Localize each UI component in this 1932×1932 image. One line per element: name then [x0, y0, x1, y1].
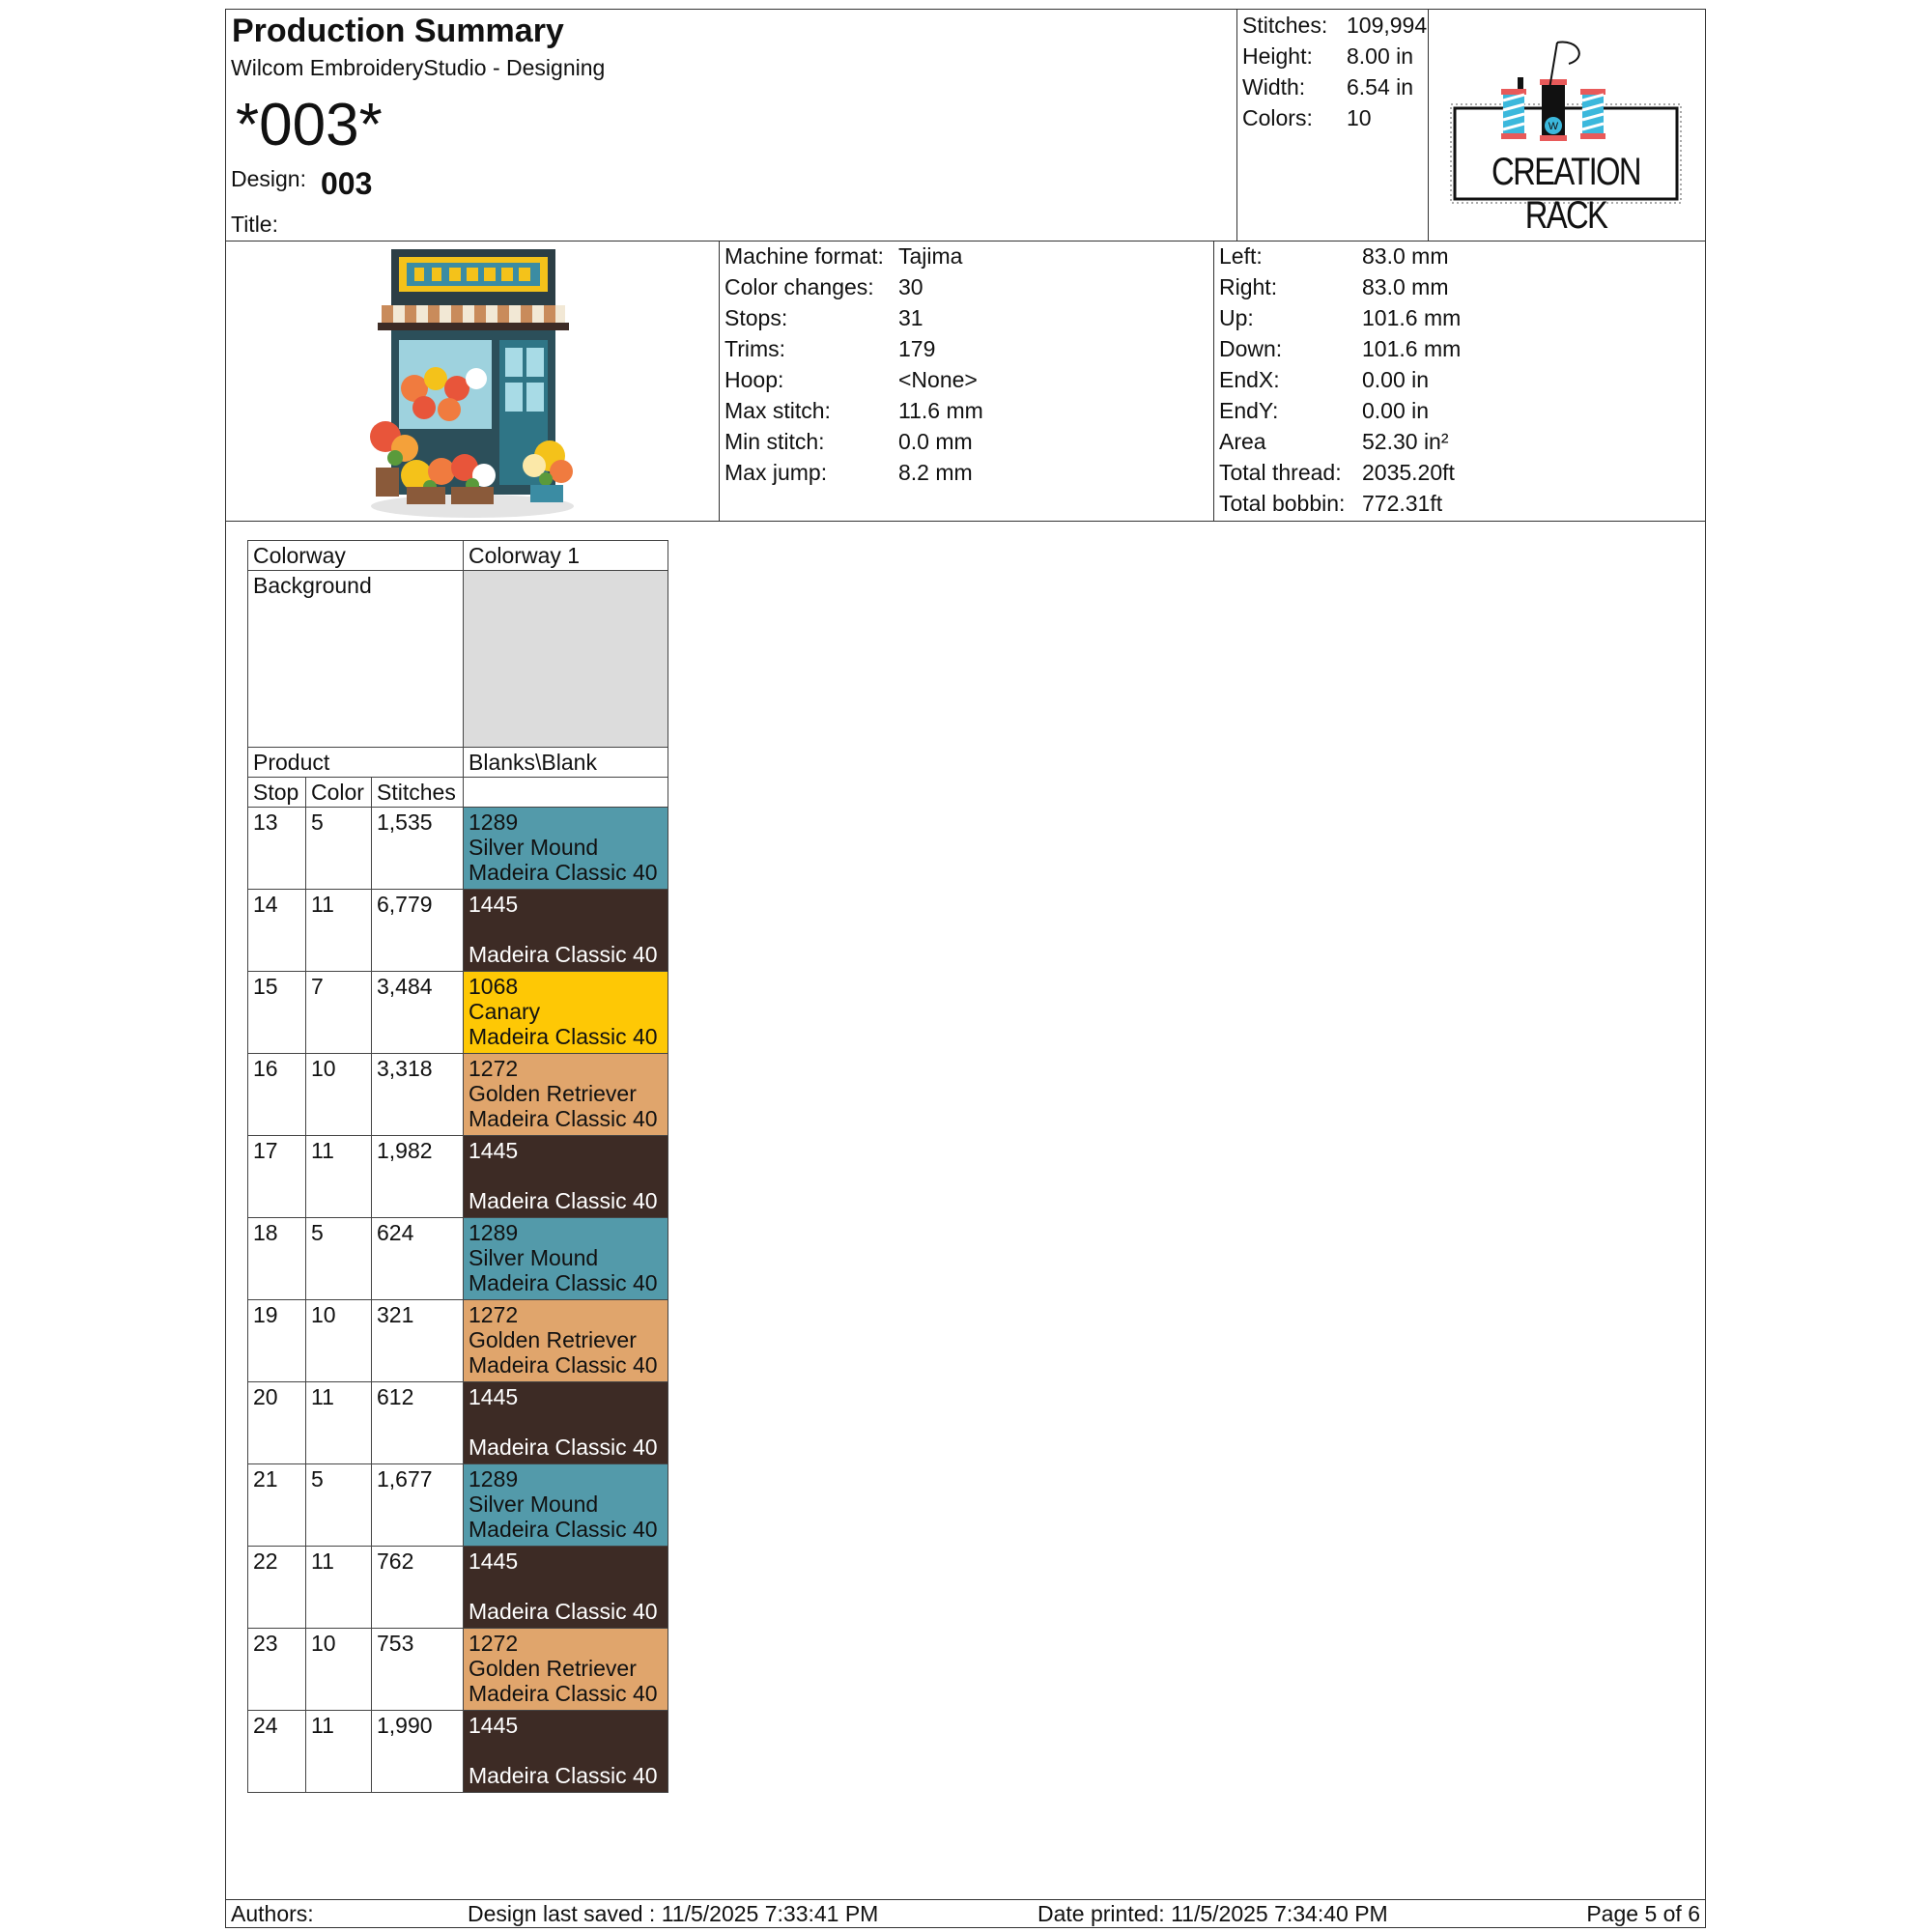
stop-cell: 15	[248, 972, 306, 1054]
thread-name: Silver Mound	[469, 835, 599, 860]
thread-brand: Madeira Classic 40	[469, 942, 658, 967]
top-stats-value: 10	[1347, 105, 1372, 130]
logo-text: CREATION RACK	[1492, 151, 1640, 237]
extent-stats-value: 101.6 mm	[1362, 336, 1462, 361]
thread-name	[469, 917, 663, 942]
thread-name	[469, 1574, 663, 1599]
thread-swatch	[464, 1547, 668, 1629]
thread-code: 1272	[469, 1056, 519, 1081]
thread-name	[469, 1738, 663, 1763]
stop-cell: 18	[248, 1218, 306, 1300]
table-row	[248, 890, 668, 972]
stop-cell: 21	[248, 1464, 306, 1547]
color-cell: 7	[306, 972, 372, 1054]
color-cell: 11	[306, 1547, 372, 1629]
thread-swatch	[464, 1464, 668, 1547]
divider	[1428, 10, 1429, 241]
stitches-cell: 1,990	[372, 1711, 464, 1793]
machine-stats-value: 30	[898, 274, 923, 299]
thread-code: 1289	[469, 1466, 519, 1492]
stitches-cell: 1,535	[372, 808, 464, 890]
color-cell: 10	[306, 1629, 372, 1711]
color-cell: 11	[306, 1382, 372, 1464]
color-cell: 11	[306, 1136, 372, 1218]
extent-stats-value: 52.30 in²	[1362, 429, 1449, 454]
thread-name: Silver Mound	[469, 1492, 599, 1517]
table-row	[248, 1382, 668, 1464]
extent-stats-value: 0.00 in	[1362, 398, 1430, 423]
stop-cell: 24	[248, 1711, 306, 1793]
col-header-stop: Stop	[248, 778, 306, 808]
top-stats-value: 6.54 in	[1347, 74, 1414, 99]
table-row	[248, 1218, 668, 1300]
color-cell: 11	[306, 1711, 372, 1793]
machine-stats-value: Tajima	[898, 243, 963, 269]
extent-stats-label: EndX:	[1219, 367, 1280, 392]
table-row	[248, 1629, 668, 1711]
machine-stats-label: Color changes:	[724, 274, 874, 299]
colorway-value: Colorway 1	[464, 541, 668, 571]
machine-stats-label: Machine format:	[724, 243, 884, 269]
thread-swatch	[464, 890, 668, 972]
machine-stats-value: 0.0 mm	[898, 429, 973, 454]
table-row	[248, 972, 668, 1054]
thread-swatch	[464, 1300, 668, 1382]
divider	[226, 241, 1705, 242]
divider	[719, 241, 720, 521]
creation-rack-logo	[1443, 39, 1685, 237]
footer-date-printed: Date printed: 11/5/2025 7:34:40 PM	[1037, 1901, 1388, 1926]
thread-brand: Madeira Classic 40	[469, 1517, 658, 1542]
machine-stats-value: 11.6 mm	[898, 398, 983, 423]
table-row	[248, 1547, 668, 1629]
machine-stats-value: 31	[898, 305, 923, 330]
production-summary-sheet	[225, 9, 1706, 1928]
table-row	[248, 808, 668, 890]
extent-stats-label: Right:	[1219, 274, 1278, 299]
top-stats-label: Stitches:	[1242, 13, 1328, 38]
extent-stats-label: Area	[1219, 429, 1266, 454]
thread-brand: Madeira Classic 40	[469, 1024, 658, 1049]
svg-text:W: W	[1548, 121, 1559, 132]
design-big-name: *003*	[236, 92, 383, 158]
divider	[226, 521, 1705, 522]
stop-cell: 22	[248, 1547, 306, 1629]
thread-brand: Madeira Classic 40	[469, 1188, 658, 1213]
color-cell: 10	[306, 1054, 372, 1136]
thread-code: 1272	[469, 1302, 519, 1327]
stitches-cell: 1,677	[372, 1464, 464, 1547]
thread-code: 1445	[469, 1548, 519, 1574]
title-label: Title:	[231, 212, 278, 237]
stop-cell: 13	[248, 808, 306, 890]
machine-stats-label: Stops:	[724, 305, 788, 330]
stitches-cell: 612	[372, 1382, 464, 1464]
thread-code: 1445	[469, 1384, 519, 1409]
product-label: Product	[248, 748, 464, 778]
top-stats-label: Height:	[1242, 43, 1313, 69]
thread-brand: Madeira Classic 40	[469, 1352, 658, 1378]
thread-brand: Madeira Classic 40	[469, 860, 658, 885]
thread-swatch	[464, 1218, 668, 1300]
software-name: Wilcom EmbroideryStudio - Designing	[231, 55, 606, 80]
thread-brand: Madeira Classic 40	[469, 1599, 658, 1624]
machine-stats-label: Hoop:	[724, 367, 784, 392]
extent-stats-value: 83.0 mm	[1362, 243, 1449, 269]
stop-cell: 20	[248, 1382, 306, 1464]
extent-stats-label: EndY:	[1219, 398, 1279, 423]
background-label: Background	[248, 571, 464, 748]
thread-brand: Madeira Classic 40	[469, 1435, 658, 1460]
stitches-cell: 3,318	[372, 1054, 464, 1136]
footer-last-saved: Design last saved : 11/5/2025 7:33:41 PM	[468, 1901, 879, 1926]
thread-name: Silver Mound	[469, 1245, 599, 1270]
thread-name	[469, 1409, 663, 1435]
divider	[1236, 10, 1237, 241]
stitches-cell: 624	[372, 1218, 464, 1300]
stitches-cell: 321	[372, 1300, 464, 1382]
color-cell: 5	[306, 1218, 372, 1300]
table-row	[248, 1464, 668, 1547]
extent-stats-label: Total thread:	[1219, 460, 1342, 485]
thread-name: Canary	[469, 999, 541, 1024]
thread-code: 1445	[469, 1138, 519, 1163]
top-stats-value: 8.00 in	[1347, 43, 1414, 69]
col-header-stitches: Stitches	[372, 778, 464, 808]
thread-swatch	[464, 808, 668, 890]
thread-swatch	[464, 972, 668, 1054]
col-header-swatch	[464, 778, 668, 808]
color-cell: 11	[306, 890, 372, 972]
thread-swatch	[464, 1382, 668, 1464]
extent-stats-value: 0.00 in	[1362, 367, 1430, 392]
flower-shop-icon	[356, 243, 588, 521]
footer	[226, 1899, 1705, 1929]
table-row	[248, 1136, 668, 1218]
thread-swatch	[464, 1054, 668, 1136]
thread-code: 1289	[469, 810, 519, 835]
design-preview-image	[356, 243, 588, 521]
machine-stats-value: <None>	[898, 367, 978, 392]
thread-swatch	[464, 1629, 668, 1711]
table-row	[248, 1711, 668, 1793]
thread-code: 1289	[469, 1220, 519, 1245]
thread-name: Golden Retriever	[469, 1656, 637, 1681]
extent-stats-value: 83.0 mm	[1362, 274, 1449, 299]
thread-code: 1272	[469, 1631, 519, 1656]
extent-stats-value: 2035.20ft	[1362, 460, 1455, 485]
design-value: 003	[321, 166, 373, 201]
thread-code: 1445	[469, 892, 519, 917]
machine-stats-value: 8.2 mm	[898, 460, 973, 485]
stitches-cell: 762	[372, 1547, 464, 1629]
stop-cell: 23	[248, 1629, 306, 1711]
thread-name	[469, 1163, 663, 1188]
footer-authors: Authors:	[231, 1901, 314, 1926]
thread-swatch	[464, 1136, 668, 1218]
footer-page-number: Page 5 of 6	[1586, 1901, 1700, 1926]
thread-swatch	[464, 1711, 668, 1793]
thread-brand: Madeira Classic 40	[469, 1681, 658, 1706]
thread-name: Golden Retriever	[469, 1327, 637, 1352]
extent-stats-value: 101.6 mm	[1362, 305, 1462, 330]
thread-code: 1068	[469, 974, 519, 999]
color-cell: 5	[306, 1464, 372, 1547]
col-header-color: Color	[306, 778, 372, 808]
stop-cell: 17	[248, 1136, 306, 1218]
stitches-cell: 3,484	[372, 972, 464, 1054]
machine-stats-label: Max stitch:	[724, 398, 831, 423]
design-label: Design:	[231, 166, 306, 191]
stitches-cell: 6,779	[372, 890, 464, 972]
divider	[1213, 241, 1214, 521]
top-stats-label: Colors:	[1242, 105, 1313, 130]
product-value: Blanks\Blank	[464, 748, 668, 778]
table-row	[248, 1054, 668, 1136]
thread-brand: Madeira Classic 40	[469, 1106, 658, 1131]
stop-cell: 16	[248, 1054, 306, 1136]
thread-name: Golden Retriever	[469, 1081, 637, 1106]
extent-stats-label: Down:	[1219, 336, 1283, 361]
page-title: Production Summary	[232, 13, 564, 49]
top-stats-value: 109,994	[1347, 13, 1428, 38]
machine-stats-label: Trims:	[724, 336, 786, 361]
top-stats-label: Width:	[1242, 74, 1306, 99]
stitches-cell: 753	[372, 1629, 464, 1711]
extent-stats-label: Total bobbin:	[1219, 491, 1346, 516]
colorway-table	[247, 540, 668, 1793]
background-swatch	[464, 571, 668, 748]
thread-code: 1445	[469, 1713, 519, 1738]
machine-stats-label: Max jump:	[724, 460, 828, 485]
extent-stats-label: Left:	[1219, 243, 1263, 269]
stitches-cell: 1,982	[372, 1136, 464, 1218]
stop-cell: 14	[248, 890, 306, 972]
colorway-label: Colorway	[248, 541, 464, 571]
machine-stats-label: Min stitch:	[724, 429, 825, 454]
table-row	[248, 1300, 668, 1382]
machine-stats-value: 179	[898, 336, 936, 361]
thread-brand: Madeira Classic 40	[469, 1270, 658, 1295]
extent-stats-label: Up:	[1219, 305, 1254, 330]
color-cell: 5	[306, 808, 372, 890]
color-cell: 10	[306, 1300, 372, 1382]
extent-stats-value: 772.31ft	[1362, 491, 1443, 516]
thread-brand: Madeira Classic 40	[469, 1763, 658, 1788]
stop-cell: 19	[248, 1300, 306, 1382]
